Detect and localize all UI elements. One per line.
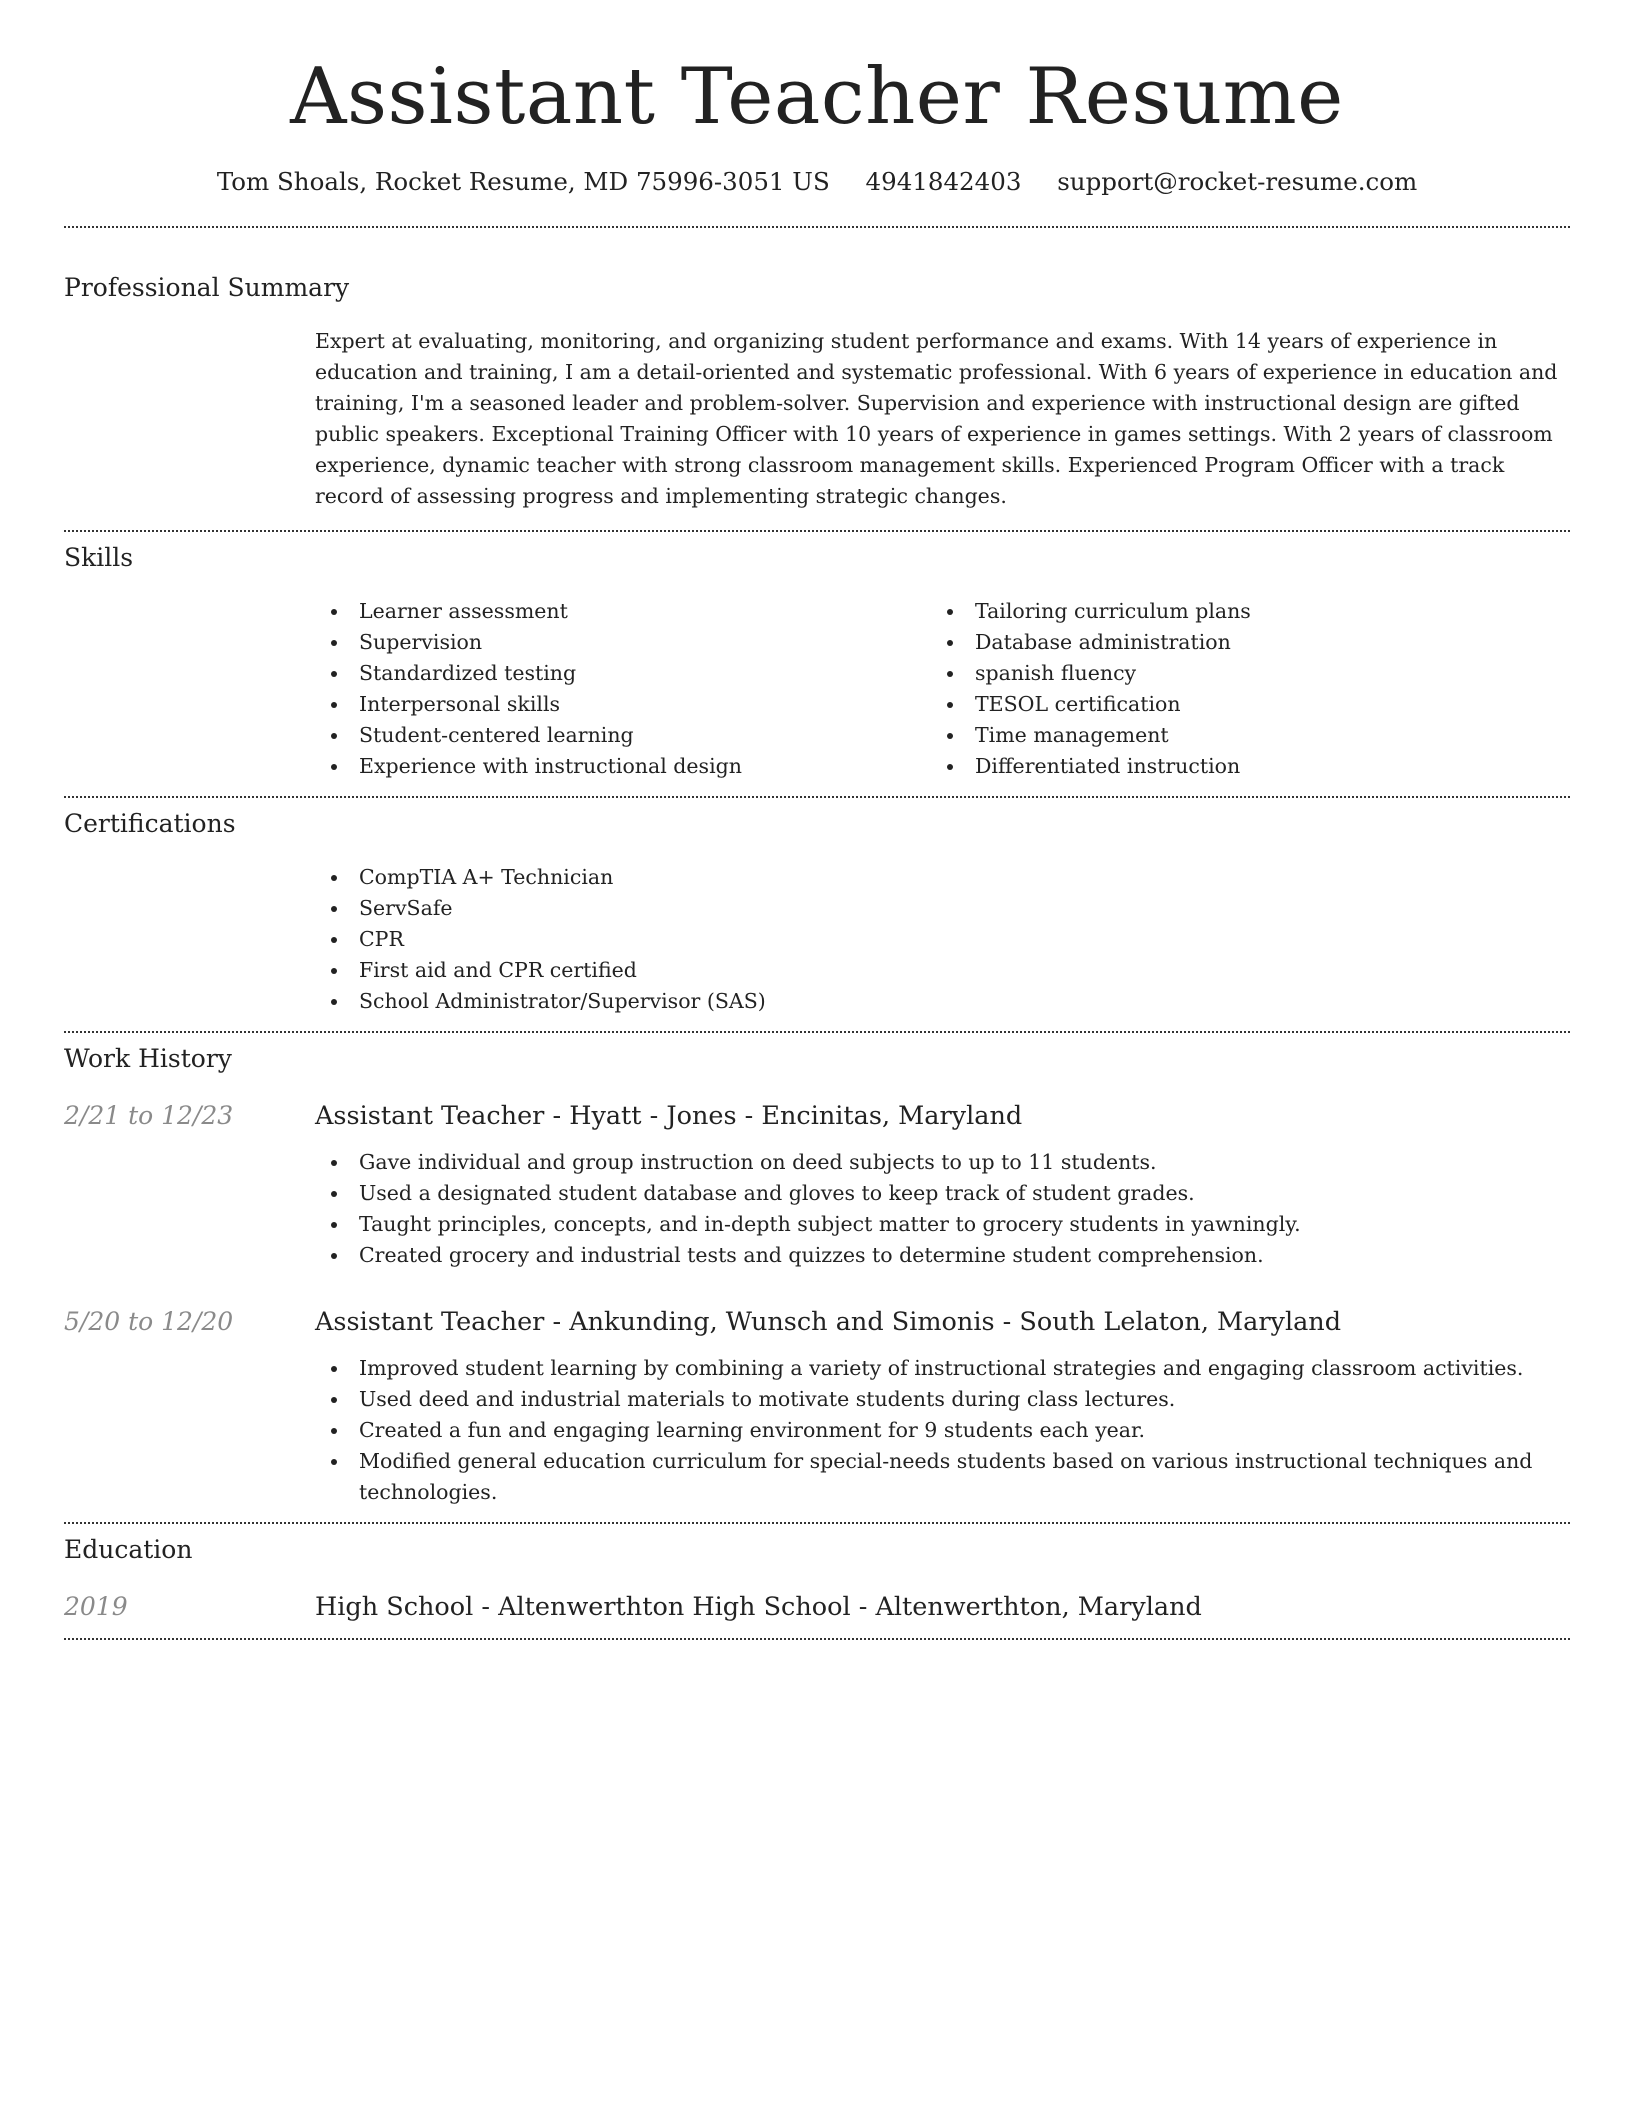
job-employer: - Hyatt - Jones - Encinitas, Maryland	[544, 1101, 1023, 1131]
contact-line	[64, 166, 1570, 198]
resume-page	[64, 0, 1570, 1640]
job-duty: Taught principles, concepts, and in-depth subject matter to grocery students in yawningly.	[315, 1209, 1570, 1240]
summary-text: Expert at evaluating, monitoring, and organizing student performance and exams. With 14 years of experience in education and training, I am a detail-oriented and systematic professional. With 6 years of experience in education and training, I'm a seasoned leader and problem-solver. Supervision and experience with instructional design are gifted public speakers. Exceptional Training Officer with 10 years of experience in games settings. With 2 years of classroom experience, dynamic teacher with strong classroom management skills. Experienced Program Officer with a track record of assessing progress and implementing strategic changes.	[315, 329, 1558, 508]
skill-item: Differentiated instruction	[931, 751, 1547, 782]
skill-item: Interpersonal skills	[315, 689, 931, 720]
job-dates: 5/20 to 12/20	[64, 1307, 234, 1336]
job-duty: Created grocery and industrial tests and quizzes to determine student comprehension.	[315, 1240, 1570, 1271]
skills-list-left	[315, 596, 931, 782]
section-skills	[64, 532, 1570, 796]
certification-item: ServSafe	[315, 893, 1570, 924]
section-certifications	[64, 798, 1570, 1031]
resume-title: Assistant Teacher Resume	[290, 52, 1344, 142]
section-heading: Education	[64, 1535, 193, 1564]
section-heading: Professional Summary	[64, 273, 350, 302]
skill-item: Learner assessment	[315, 596, 931, 627]
job-duty: Gave individual and group instruction on deed subjects to up to 11 students.	[315, 1147, 1570, 1178]
job-title: Assistant Teacher	[315, 1101, 545, 1131]
certifications-list	[315, 862, 1570, 1017]
skill-item: Tailoring curriculum plans	[931, 596, 1547, 627]
job-entry	[64, 1305, 1570, 1508]
job-entry	[64, 1099, 1570, 1271]
skill-item: Standardized testing	[315, 658, 931, 689]
section-heading: Skills	[64, 543, 134, 572]
skills-grid	[315, 596, 1570, 782]
certification-item: School Administrator/Supervisor (SAS)	[315, 986, 1570, 1017]
certification-item: First aid and CPR certified	[315, 955, 1570, 986]
job-heading	[315, 1099, 1022, 1133]
section-work-history	[64, 1033, 1570, 1522]
certification-item: CPR	[315, 924, 1570, 955]
education-details: High School - Altenwerthton High School - Altenwerthton, Maryland	[315, 1592, 1202, 1622]
skill-item: Supervision	[315, 627, 931, 658]
education-year: 2019	[64, 1592, 128, 1621]
contact-phone[interactable]: 4941842403	[865, 167, 1022, 196]
skill-item: Experience with instructional design	[315, 751, 931, 782]
skill-item: spanish fluency	[931, 658, 1547, 689]
job-employer: - Ankunding, Wunsch and Simonis - South Lelaton, Maryland	[544, 1307, 1342, 1337]
certification-item: CompTIA A+ Technician	[315, 862, 1570, 893]
contact-email[interactable]: support@rocket-resume.com	[1057, 167, 1418, 196]
job-duties	[315, 1353, 1570, 1508]
job-duty: Created a fun and engaging learning environment for 9 students each year.	[315, 1415, 1570, 1446]
divider	[64, 1638, 1570, 1640]
section-heading: Certifications	[64, 809, 236, 838]
skill-item: Time management	[931, 720, 1547, 751]
skill-item: TESOL certification	[931, 689, 1547, 720]
job-dates: 2/21 to 12/23	[64, 1101, 234, 1130]
contact-address: Tom Shoals, Rocket Resume, MD 75996-3051 US	[216, 167, 830, 196]
skills-list-right	[931, 596, 1547, 782]
job-title: Assistant Teacher	[315, 1307, 545, 1337]
skill-item: Student-centered learning	[315, 720, 931, 751]
job-duty: Improved student learning by combining a variety of instructional strategies and engaging classroom activities.	[315, 1353, 1570, 1384]
job-duty: Used deed and industrial materials to motivate students during class lectures.	[315, 1384, 1570, 1415]
section-education	[64, 1524, 1570, 1638]
skill-item: Database administration	[931, 627, 1547, 658]
job-heading	[315, 1305, 1341, 1339]
section-heading: Work History	[64, 1044, 232, 1073]
education-entry	[64, 1590, 1570, 1624]
section-professional-summary	[64, 228, 1570, 530]
job-duty: Modified general education curriculum for special-needs students based on various instructional techniques and technologies.	[315, 1446, 1570, 1508]
job-duty: Used a designated student database and gloves to keep track of student grades.	[315, 1178, 1570, 1209]
job-duties	[315, 1147, 1570, 1271]
